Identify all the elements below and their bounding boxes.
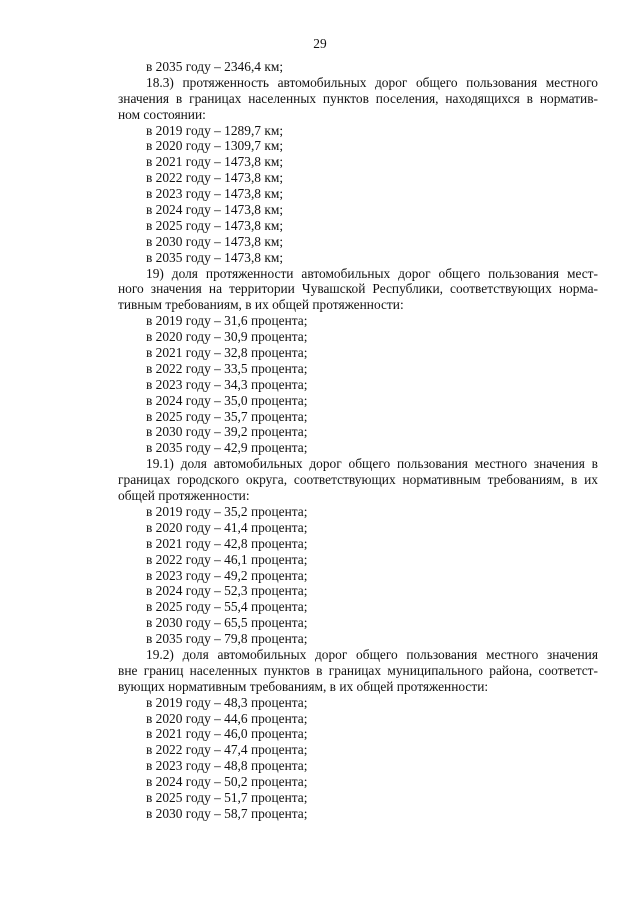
list-item: в 2019 году – 31,6 процента; — [146, 313, 308, 329]
list-item: в 2024 году – 35,0 процента; — [146, 392, 308, 408]
list-item: в 2023 году – 48,8 процента; — [146, 758, 308, 774]
paragraph-line: общей протяженности: — [118, 488, 250, 504]
list-item: в 2035 году – 42,9 процента; — [146, 440, 308, 456]
paragraph-line: вне границ населенных пунктов в границах муниципального района, соответст- — [118, 662, 598, 678]
list-item: в 2030 году – 58,7 процента; — [146, 805, 308, 821]
paragraph-line: тивным требованиям, в их общей протяженности: — [118, 297, 404, 313]
list-item: в 2030 году – 1473,8 км; — [146, 233, 284, 249]
list-item: в 2021 году – 1473,8 км; — [146, 154, 284, 170]
list-item: в 2024 году – 52,3 процента; — [146, 583, 308, 599]
list-item: в 2023 году – 1473,8 км; — [146, 186, 284, 202]
list-item: в 2035 году – 79,8 процента; — [146, 631, 308, 647]
list-item: в 2030 году – 39,2 процента; — [146, 424, 308, 440]
document-body — [118, 59, 598, 822]
list-item: в 2035 году – 1473,8 км; — [146, 249, 284, 265]
paragraph-line: ного значения на территории Чувашской Республики, соответствующих норма- — [118, 281, 598, 297]
paragraph-line: границах городского округа, соответствующих нормативным требованиям, в их — [118, 472, 598, 488]
list-item: в 2019 году – 1289,7 км; — [146, 122, 284, 138]
list-item: в 2022 году – 33,5 процента; — [146, 360, 308, 376]
list-item: в 2022 году – 47,4 процента; — [146, 742, 308, 758]
paragraph-line: значения в границах населенных пунктов поселения, находящихся в норматив- — [118, 90, 598, 106]
list-item: в 2024 году – 50,2 процента; — [146, 774, 308, 790]
page-number: 29 — [313, 36, 327, 51]
list-item: в 2019 году – 48,3 процента; — [146, 694, 308, 710]
list-item: в 2025 году – 51,7 процента; — [146, 789, 308, 805]
list-item: в 2024 году – 1473,8 км; — [146, 202, 284, 218]
paragraph-line: 19) доля протяженности автомобильных дорог общего пользования мест- — [146, 265, 598, 281]
list-item: в 2035 году – 2346,4 км; — [146, 59, 284, 74]
paragraph-line: ном состоянии: — [118, 106, 206, 122]
list-item: в 2021 году – 46,0 процента; — [146, 726, 308, 742]
list-item: в 2022 году – 1473,8 км; — [146, 170, 284, 186]
list-item: в 2022 году – 46,1 процента; — [146, 551, 308, 567]
list-item: в 2020 году – 30,9 процента; — [146, 329, 308, 345]
paragraph-line: 18.3) протяженность автомобильных дорог общего пользования местного — [146, 74, 598, 90]
list-item: в 2023 году – 34,3 процента; — [146, 376, 308, 392]
list-item: в 2023 году – 49,2 процента; — [146, 567, 308, 583]
list-item: в 2025 году – 1473,8 км; — [146, 217, 284, 233]
list-item: в 2021 году – 32,8 процента; — [146, 345, 308, 361]
list-item: в 2020 году – 41,4 процента; — [146, 519, 308, 535]
list-item: в 2025 году – 35,7 процента; — [146, 408, 308, 424]
paragraph-line: 19.1) доля автомобильных дорог общего пользования местного значения в — [146, 456, 598, 472]
list-item: в 2019 году – 35,2 процента; — [146, 503, 308, 519]
list-item: в 2020 году – 44,6 процента; — [146, 710, 308, 726]
list-item: в 2020 году – 1309,7 км; — [146, 138, 284, 154]
list-item: в 2025 году – 55,4 процента; — [146, 599, 308, 615]
paragraph-line: вующих нормативным требованиям, в их общей протяженности: — [118, 678, 489, 694]
paragraph-line: 19.2) доля автомобильных дорог общего пользования местного значения — [146, 646, 598, 662]
list-item: в 2021 году – 42,8 процента; — [146, 535, 308, 551]
list-item: в 2030 году – 65,5 процента; — [146, 615, 308, 631]
